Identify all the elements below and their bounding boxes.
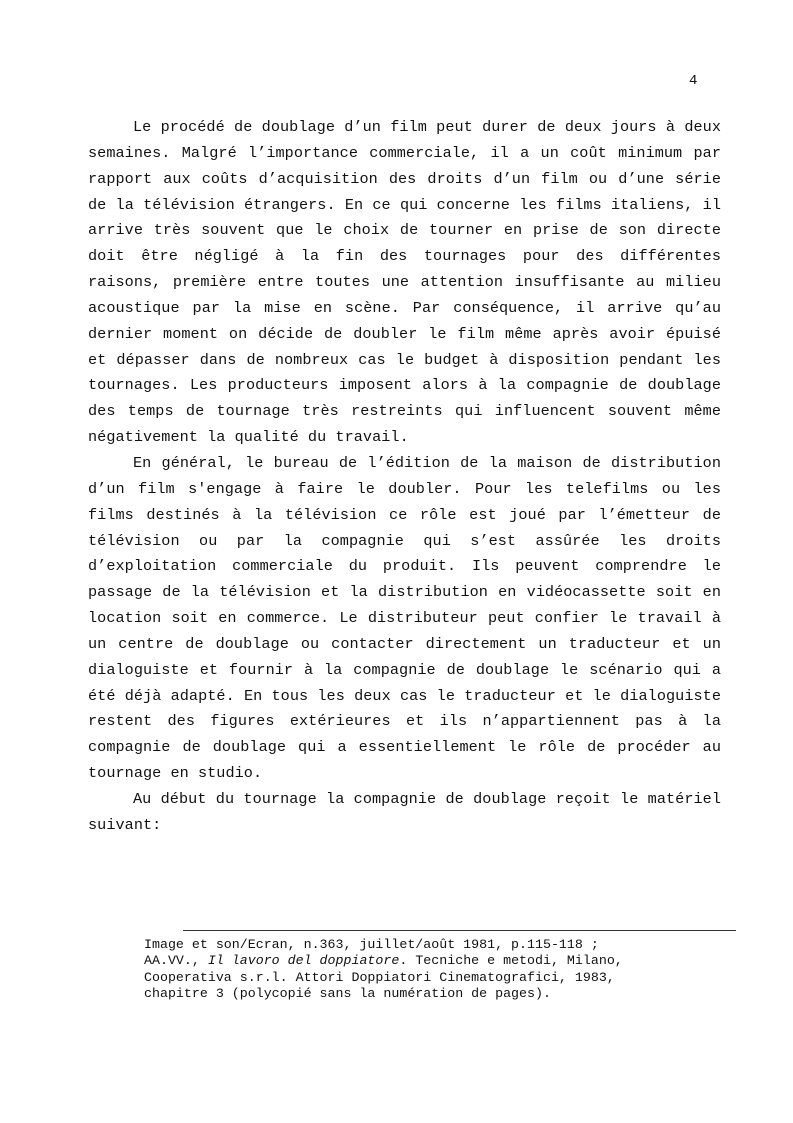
footnote-separator bbox=[183, 930, 736, 931]
footnote-line-1: Image et son/Ecran, n.363, juillet/août 1981, p.115-118 ; bbox=[144, 937, 599, 952]
footnote-line-3: Cooperativa s.r.l. Attori Doppiatori Cinematografici, 1983, bbox=[144, 969, 615, 985]
paragraph-2: En général, le bureau de l’édition de la maison de distribution d’un film s'engage à faire le doubler. Pour les telefilms ou les films destinés à la télévision ce rôle est joué par l’émetteur de télévision ou par la compagnie qui s’est assûrée les droits d’exploitation commerciale du produit. Ils peuvent comprendre le passage de la télévision et la distribution en vidéocassette soit en location soit en commerce. Le distributeur peut confier le travail à un centre de doublage ou contacter directement un traducteur et un dialoguiste et fournir à la compagnie de doublage le scénario qui a été déjà adapté. En tous les deux cas le traducteur et le dialoguiste restent des figures extérieures et ils n’appartiennent pas à la compagnie de doublage qui a essentiellement le rôle de procéder au tournage en studio. bbox=[88, 453, 721, 783]
paragraph-1: Le procédé de doublage d’un film peut durer de deux jours à deux semaines. Malgré l’importance commerciale, il a un coût minimum par rapport aux coûts d’acquisition des droits d’un film ou d’une série de la télévision étrangers. En ce qui concerne les films italiens, il arrive très souvent que le choix de tourner en prise de son directe doit être négligé à la fin des tournages pour des différentes raisons, première entre toutes une attention insuffisante au milieu acoustique par la mise en scène. Par conséquence, il arrive qu’au dernier moment on décide de doubler le film même après avoir épuisé et dépasser dans de nombreux cas le budget à disposition pendant les tournages. Les producteurs imposent alors à la compagnie de doublage des temps de tournage très restreints qui influencent souvent même négativement la qualité du travail. bbox=[88, 118, 721, 447]
footnote bbox=[144, 937, 696, 1002]
footnote-line-4: chapitre 3 (polycopié sans la numération de pages). bbox=[144, 985, 551, 1001]
page-number: 4 bbox=[689, 73, 698, 89]
footnote-book-title: Il lavoro del doppiatore bbox=[207, 953, 400, 969]
paragraph-3: Au début du tournage la compagnie de doublage reçoit le matériel suivant: bbox=[88, 789, 721, 834]
footnote-line-2 bbox=[144, 953, 696, 969]
footnote-line-2-suffix: . Tecniche e metodi, Milano, bbox=[399, 953, 623, 969]
body-text bbox=[88, 115, 721, 839]
footnote-line-2-prefix: AA.VV., bbox=[144, 953, 208, 969]
